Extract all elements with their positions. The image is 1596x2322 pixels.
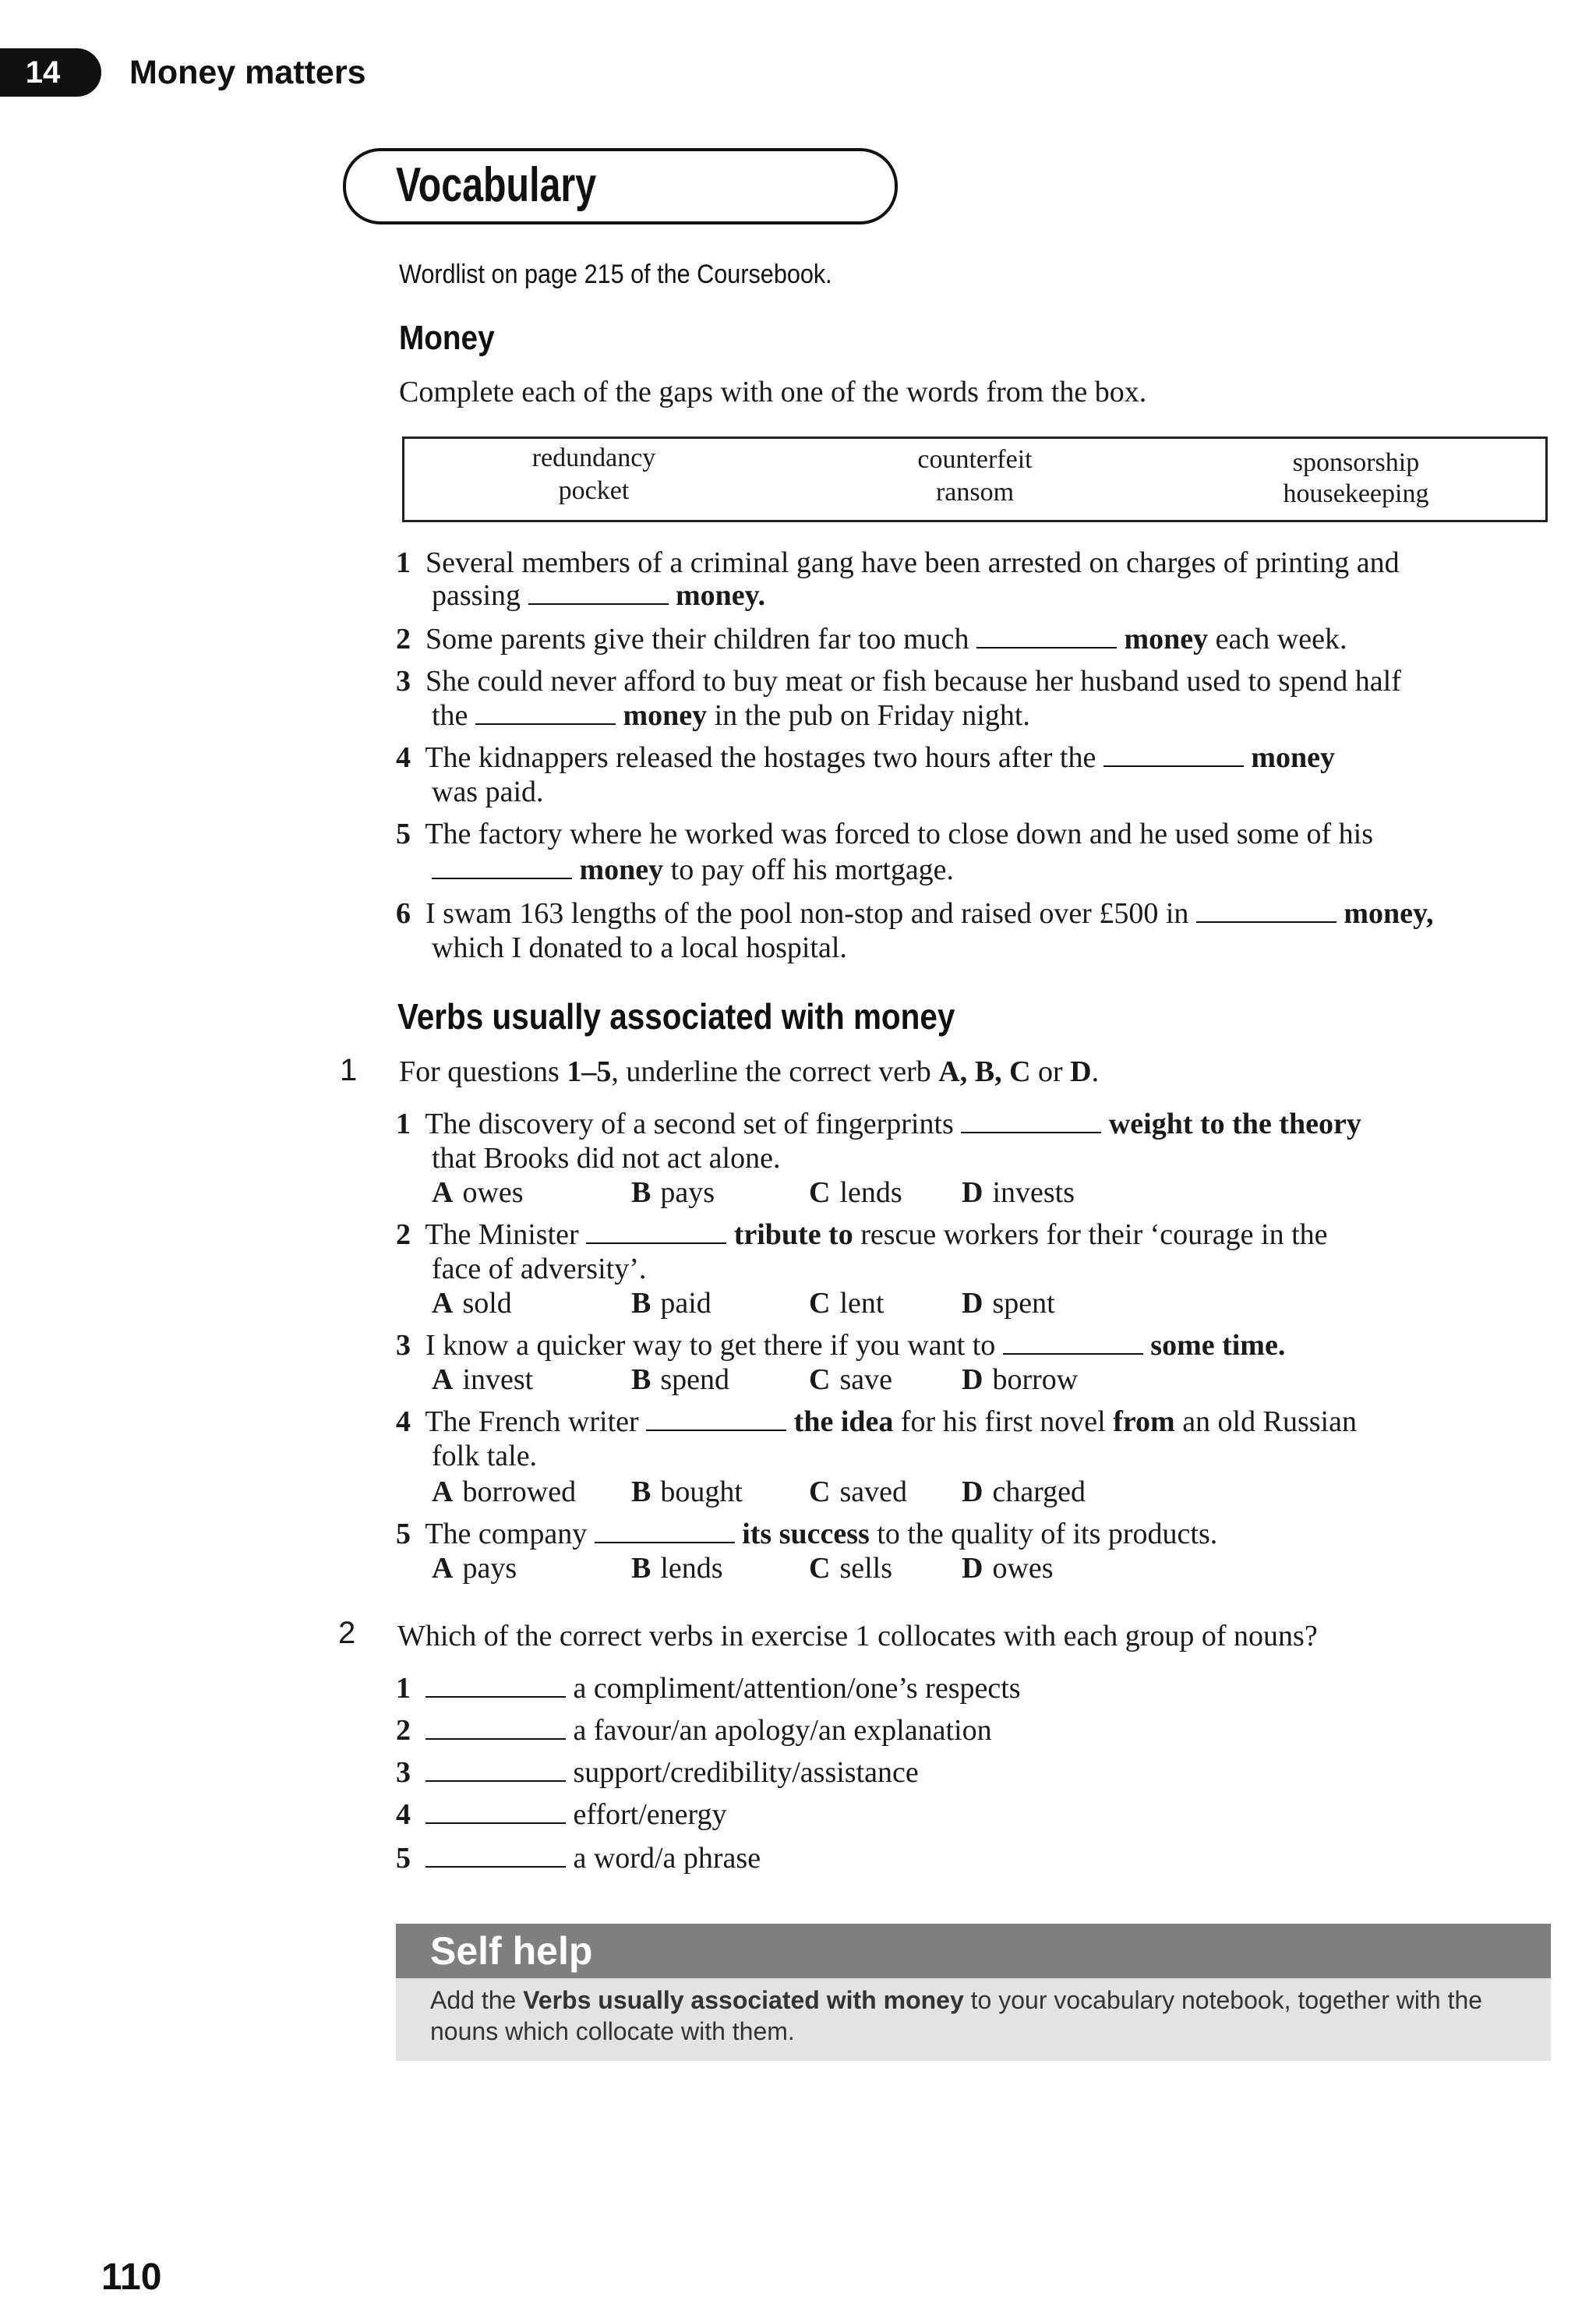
item-number: 3 [396, 1329, 411, 1362]
item-number: 5 [396, 818, 411, 850]
item-keyword: money [579, 854, 664, 886]
option-c[interactable] [809, 1175, 902, 1210]
box-word: redundancy [531, 444, 656, 472]
option-letter: A [432, 1176, 454, 1209]
option-c[interactable] [809, 1362, 892, 1397]
option-text: save [839, 1363, 892, 1396]
option-letter: B [631, 1476, 651, 1508]
instruction-range: 1–5 [567, 1055, 612, 1088]
item-text: an old Russian [1182, 1405, 1357, 1438]
item-keyword: its success [742, 1518, 870, 1550]
option-letter: A [432, 1287, 454, 1320]
option-text: lent [839, 1287, 885, 1320]
option-letter: D [962, 1476, 983, 1508]
instruction-text: . [1091, 1055, 1100, 1088]
option-letter: D [962, 1363, 983, 1396]
item-number: 4 [396, 1798, 411, 1831]
item-text: The company [425, 1518, 588, 1550]
money-item-5 [396, 817, 1565, 851]
item-text: I swam 163 lengths of the pool non-stop and raised over £500 in [425, 897, 1189, 930]
item-keyword: weight to the theory [1108, 1108, 1361, 1140]
answer-gap[interactable] [425, 1673, 566, 1698]
option-c[interactable] [809, 1286, 884, 1320]
item-number: 1 [396, 546, 411, 579]
option-text: lends [660, 1552, 723, 1585]
option-b[interactable] [631, 1286, 711, 1320]
item-number: 5 [396, 1518, 411, 1550]
option-text: saved [839, 1476, 907, 1508]
item-text: The Minister [425, 1218, 579, 1251]
answer-gap[interactable] [961, 1108, 1101, 1133]
option-letter: B [631, 1287, 651, 1320]
item-text: Several members of a criminal gang have been arrested on charges of printing and [425, 546, 1400, 579]
option-text: spent [992, 1287, 1055, 1320]
item-number: 3 [396, 665, 411, 698]
exercise-1-instruction [399, 1054, 1099, 1090]
money-item-3-line2 [432, 698, 1030, 733]
verb-question-2 [396, 1218, 1328, 1252]
box-word: counterfeit [917, 445, 1033, 474]
item-text: passing [432, 579, 521, 612]
item-text: She could never afford to buy meat or fish because her husband used to spend half [425, 665, 1401, 698]
verb-question-1-line2: that Brooks did not act alone. [432, 1142, 781, 1175]
option-letter: D [962, 1176, 983, 1209]
option-a[interactable] [432, 1175, 524, 1210]
option-letter: C [809, 1287, 831, 1320]
item-number: 6 [396, 897, 411, 930]
item-text: The discovery of a second set of fingerprints [425, 1108, 954, 1140]
option-text: pays [462, 1552, 517, 1585]
item-number: 1 [396, 1672, 411, 1705]
item-text: to pay off his mortgage. [670, 854, 955, 886]
item-text: rescue workers for their ‘courage in the [860, 1218, 1328, 1251]
section-heading-verbs: Verbs usually associated with money [397, 996, 955, 1037]
item-keyword: money [623, 699, 708, 732]
option-letter: D [962, 1287, 983, 1320]
option-d[interactable] [962, 1551, 1054, 1585]
option-letter: D [962, 1552, 983, 1585]
money-item-4-line2: was paid. [432, 776, 544, 808]
option-letter: B [631, 1552, 651, 1585]
unit-title: Money matters [129, 54, 366, 91]
option-text: borrow [992, 1363, 1079, 1396]
box-word: pocket [558, 476, 630, 505]
page-number: 110 [101, 2257, 162, 2298]
item-keyword: money. [676, 579, 766, 612]
option-d[interactable] [962, 1362, 1078, 1397]
item-keyword: some time. [1150, 1329, 1286, 1362]
option-text: bought [660, 1476, 743, 1508]
money-item-6 [396, 896, 1433, 931]
self-help-text-part: Add the [430, 1986, 517, 2014]
collocation-nouns: a word/a phrase [573, 1842, 761, 1875]
answer-gap[interactable] [1003, 1330, 1143, 1355]
item-text: The factory where he worked was forced to close down and he used some of his [425, 818, 1373, 850]
option-letter: C [809, 1176, 831, 1209]
option-text: owes [462, 1176, 524, 1209]
verb-question-4-line2: folk tale. [432, 1440, 538, 1472]
option-a[interactable] [432, 1362, 533, 1397]
option-c[interactable] [809, 1551, 892, 1585]
answer-gap[interactable] [1103, 742, 1244, 767]
item-number: 2 [396, 623, 411, 656]
answer-gap[interactable] [528, 580, 669, 605]
instruction-text: , underline the correct verb [611, 1055, 931, 1088]
option-text: borrowed [462, 1476, 577, 1508]
option-text: pays [660, 1176, 715, 1209]
item-text: I know a quicker way to get there if you want to [425, 1329, 996, 1362]
answer-gap[interactable] [586, 1219, 726, 1244]
item-number: 3 [396, 1756, 411, 1789]
collocation-row-2 [396, 1713, 992, 1748]
answer-gap[interactable] [646, 1406, 786, 1431]
option-a[interactable] [432, 1475, 576, 1509]
answer-gap[interactable] [425, 1799, 566, 1824]
self-help-text-part: to your vocabulary notebook, together with the nouns which collocate with them. [430, 1986, 1483, 2045]
item-text: to the quality of its products. [877, 1518, 1218, 1550]
item-number: 1 [396, 1108, 411, 1140]
answer-gap[interactable] [425, 1757, 566, 1782]
wordlist-note: Wordlist on page 215 of the Coursebook. [399, 260, 832, 289]
item-keyword: tribute to [733, 1218, 853, 1251]
option-d[interactable] [962, 1286, 1055, 1320]
collocation-row-4 [396, 1797, 726, 1832]
instruction-letters: A, B, C [938, 1055, 1031, 1088]
option-text: paid [660, 1287, 711, 1320]
item-text: each week. [1215, 623, 1347, 656]
option-b[interactable] [631, 1551, 723, 1585]
answer-gap[interactable] [595, 1518, 735, 1543]
collocation-nouns: effort/energy [573, 1798, 727, 1831]
item-keyword: the idea [793, 1405, 894, 1438]
item-text: in the pub on Friday night. [714, 699, 1030, 732]
item-number: 2 [396, 1714, 411, 1747]
option-letter: B [631, 1176, 651, 1209]
option-text: owes [992, 1552, 1054, 1585]
collocation-nouns: a favour/an apology/an explanation [573, 1714, 992, 1747]
option-d[interactable] [962, 1475, 1086, 1509]
item-number: 5 [396, 1842, 411, 1875]
answer-gap[interactable] [1196, 898, 1336, 923]
collocation-row-1 [396, 1671, 1021, 1705]
option-a[interactable] [432, 1286, 512, 1320]
item-text: for his first novel [900, 1405, 1106, 1438]
money-item-1 [396, 546, 1565, 580]
verb-question-3 [396, 1328, 1285, 1362]
option-text: invest [462, 1363, 534, 1396]
instruction-text: For questions [399, 1055, 560, 1088]
option-letter: C [809, 1363, 831, 1396]
option-letter: C [809, 1476, 831, 1508]
exercise-number: 1 [340, 1053, 358, 1087]
instruction-letters: D [1070, 1055, 1092, 1088]
money-item-3 [396, 664, 1565, 698]
item-text: Some parents give their children far too much [425, 623, 969, 656]
self-help-text-bold: Verbs usually associated with money [523, 1986, 964, 2014]
unit-number-badge: 14 [0, 48, 101, 97]
option-b[interactable] [631, 1175, 715, 1210]
self-help-title: Self help [430, 1929, 593, 1973]
option-b[interactable] [631, 1362, 729, 1397]
section-heading-money: Money [399, 319, 495, 357]
box-word: ransom [935, 478, 1015, 507]
option-letter: A [432, 1476, 454, 1508]
option-a[interactable] [432, 1551, 517, 1585]
verb-question-5 [396, 1517, 1217, 1551]
money-instruction: Complete each of the gaps with one of the words from the box. [399, 376, 1147, 408]
collocation-nouns: a compliment/attention/one’s respects [573, 1672, 1021, 1705]
verb-question-2-line2: face of adversity’. [432, 1253, 647, 1285]
box-word: housekeeping [1283, 479, 1429, 508]
instruction-text: or [1038, 1055, 1063, 1088]
option-letter: B [631, 1363, 651, 1396]
answer-gap[interactable] [425, 1715, 566, 1740]
item-text: the [432, 699, 468, 732]
answer-gap[interactable] [425, 1843, 566, 1868]
item-keyword: money [1124, 623, 1209, 656]
option-text: sells [839, 1552, 893, 1585]
answer-gap[interactable] [475, 700, 616, 725]
option-text: charged [992, 1476, 1086, 1508]
verb-question-1 [396, 1107, 1361, 1141]
option-c[interactable] [809, 1475, 907, 1509]
item-keyword: money [1251, 741, 1336, 774]
money-item-6-line2: which I donated to a local hospital. [432, 931, 847, 964]
option-text: sold [462, 1287, 512, 1320]
box-word: sponsorship [1292, 448, 1420, 477]
collocation-row-3 [396, 1755, 919, 1790]
option-letter: A [432, 1552, 454, 1585]
option-d[interactable] [962, 1175, 1075, 1210]
exercise-number: 2 [338, 1616, 356, 1650]
answer-gap[interactable] [432, 854, 572, 879]
money-item-4 [396, 740, 1335, 775]
self-help-text [430, 1984, 1529, 2047]
option-b[interactable] [631, 1475, 743, 1509]
collocation-nouns: support/credibility/assistance [573, 1756, 919, 1789]
item-number: 2 [396, 1218, 411, 1251]
option-text: invests [992, 1176, 1075, 1209]
item-number: 4 [396, 1405, 411, 1438]
option-text: lends [839, 1176, 902, 1209]
collocation-row-5 [396, 1841, 761, 1875]
item-keyword: money, [1344, 897, 1434, 930]
answer-gap[interactable] [976, 624, 1117, 649]
verb-question-4 [396, 1405, 1357, 1439]
vocabulary-title: Vocabulary [396, 158, 597, 212]
money-item-2 [396, 622, 1347, 656]
money-item-5-line2 [432, 853, 954, 887]
exercise-2-instruction: Which of the correct verbs in exercise 1 collocates with each group of nouns? [397, 1620, 1318, 1652]
item-keyword: from [1113, 1405, 1175, 1438]
option-letter: A [432, 1363, 454, 1396]
money-item-1-line2 [432, 578, 765, 613]
item-number: 4 [396, 741, 411, 774]
option-text: spend [660, 1363, 730, 1396]
item-text: The French writer [425, 1405, 639, 1438]
option-letter: C [809, 1552, 831, 1585]
item-text: The kidnappers released the hostages two hours after the [425, 741, 1096, 774]
